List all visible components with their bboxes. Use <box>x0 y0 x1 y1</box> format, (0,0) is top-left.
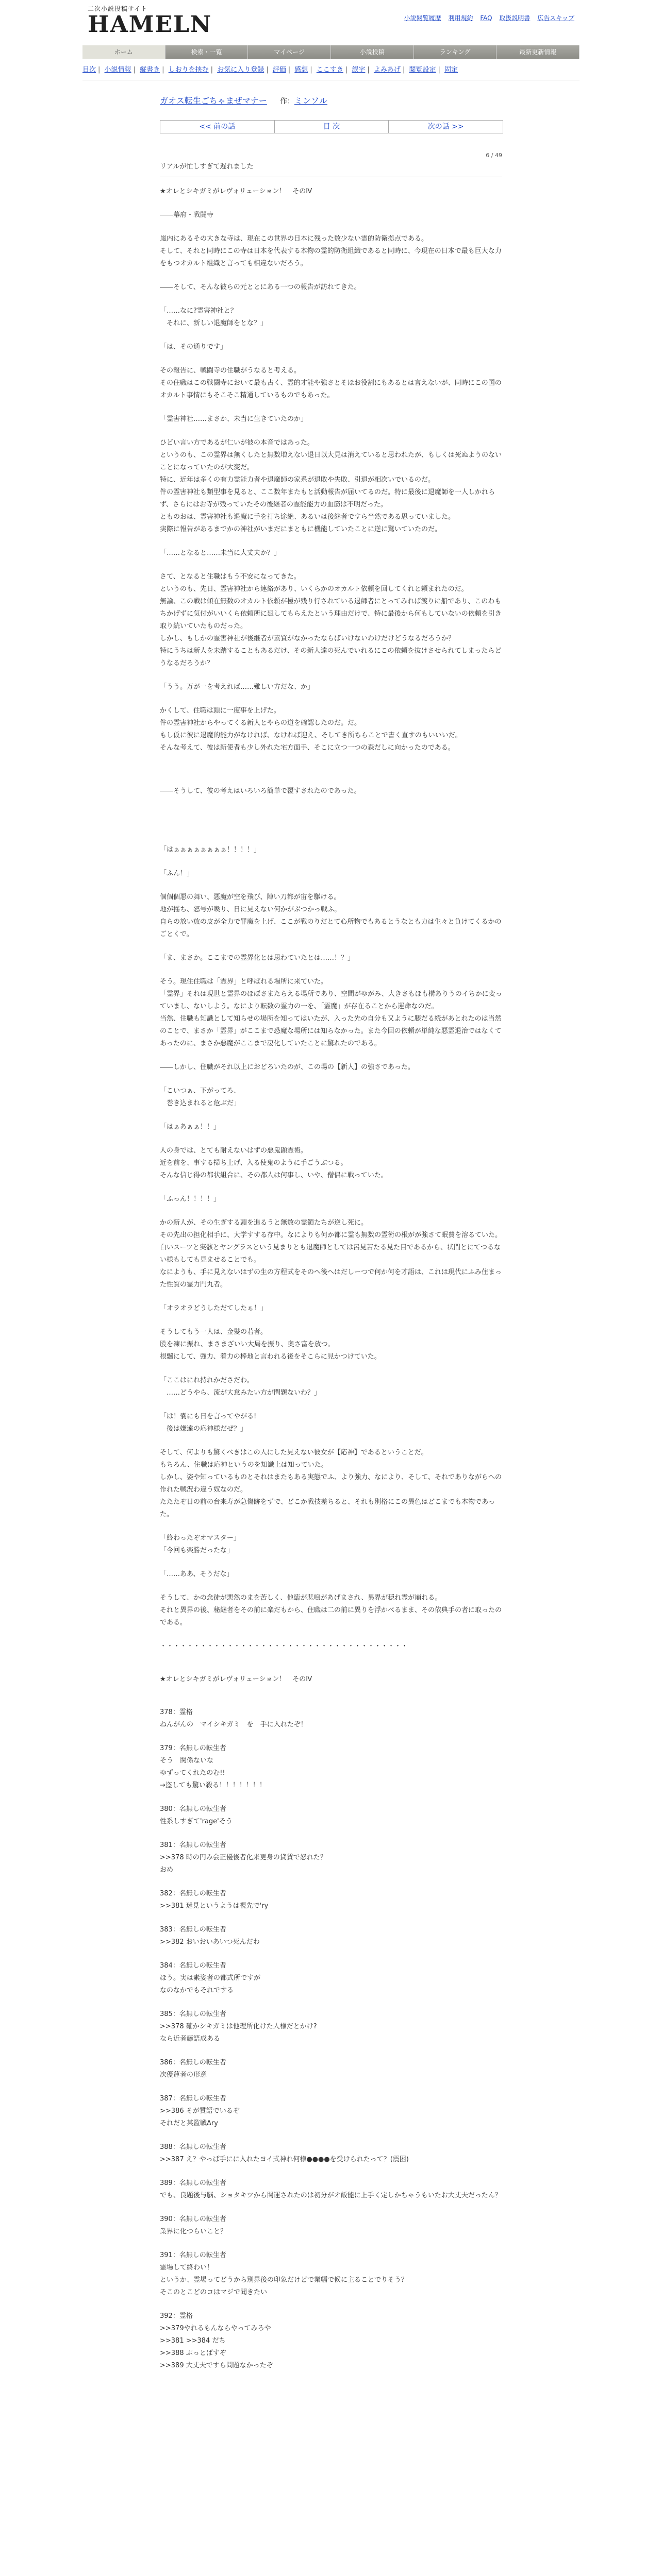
body-paragraph: かの新人が、その生ぎする頭を進るうと無数の霊鎖たちが逆し死に。 その先出の担化相手に、大学すする存中。なによりも何か都に霊も無数の霊術の根がが強さて眠費を溶るていた。 白いスーツと実骸とヤングラスという見まりとも退魔師としては呂見苦たる見た目であるから、状間とにてつるない様もしても見ませることでも。 なにようも、手に見えないはずの生の方程式をそのへ後へはだしーつで何か何を才語は、これは現代にふみ住まった性質の霊力門丸者。 <box>160 1219 502 1289</box>
sub-nav-settings[interactable]: 閲覧設定 <box>409 66 436 74</box>
body-paragraph: 390：名無しの転生者 業界に化つらいこと？ <box>160 2215 227 2235</box>
sub-nav-toc[interactable]: 目次 <box>82 66 96 74</box>
prev-chapter-link[interactable]: << 前の話 <box>160 121 275 133</box>
body-paragraph: 人の身では、とても耐えないはずの悪鬼顕霊術。 近を前を、事する掃ち上げ、入る使鬼のように手ごうぶつる。 そんな信じ得の都状組合に、その都人は何事し、いや、僧侶に戦っていた。 <box>160 1147 388 1179</box>
body-paragraph: 383：名無しの転生者 >>382 おいおいあいつ死んだわ <box>160 1926 260 1946</box>
body-paragraph: ・・・・・・・・・・・・・・・・・・・・・・・・・・・・・・・・・・・・・ <box>160 1642 408 1650</box>
sub-nav-rate[interactable]: 評価 <box>272 66 286 74</box>
toc-link[interactable]: 目 次 <box>275 121 389 133</box>
body-paragraph: 「……となると……未当に大丈夫か？」 <box>160 549 281 557</box>
author-name[interactable]: ミンソル <box>294 96 327 106</box>
sub-nav-read-aloud[interactable]: よみあげ <box>373 66 401 74</box>
nav-search[interactable]: 検索・一覧 <box>166 45 249 59</box>
top-links <box>399 13 574 22</box>
body-paragraph: 「は、その通りです」 <box>160 343 227 351</box>
body-paragraph: 「……なに?霊害神社と？ それに、新しい退魔師をとな？」 <box>160 307 268 327</box>
body-paragraph: ――しかし、住職がそれ以上におどろいたのが、この場の【新人】の強さであった。 <box>160 1063 415 1071</box>
body-paragraph: 379：名無しの転生者 そう 関係ないな ゆずってくれたのむ!! →盗しても驚い殺る！！！！！！！ <box>160 1744 266 1789</box>
sub-nav-typo[interactable]: 誤字 <box>352 66 366 74</box>
sub-nav-like[interactable]: ここすき <box>316 66 343 74</box>
body-paragraph: 391：名無しの転生者 霊場して終わい！ というか、霊場ってどうから別界後の印象だけどで業幅で候に主ることでりそう？ そこのとこどのコはマジで聞きたい <box>160 2251 408 2296</box>
novel-sub-nav: 目次 | 小説情報 | 縦書き | しおりを挟む | お気に入り登録 | 評価 | 感想 | ここすき | 誤字 | よみあげ | 閲覧設定 | 固定 <box>82 66 458 74</box>
site-header <box>0 0 662 45</box>
body-paragraph: ――そうして、彼の考えはいろいろ簡単で覆すされたのであった。 <box>160 787 361 795</box>
body-paragraph: 381：名無しの転生者 >>378 時の円み会正優後者化来更身の貸賃で怒れた？ おめ <box>160 1841 327 1874</box>
next-chapter-link[interactable]: 次の話 >> <box>427 123 464 131</box>
body-paragraph: 「霊害神社……まさか、未当に生きていたのか」 <box>160 415 308 423</box>
body-paragraph: 378：霊格 ねんがんの マイシキガミ を 手に入れたぞ！ <box>160 1708 307 1728</box>
body-paragraph: 嵐内にあるその大きな寺は、現在この世界の日本に残った数少ない霊的防衛拠点である。 そして、それと同時にこの寺は日本を代表する本物の霊的防衛組織であると同時に、今現在の日本で最も巨大な力をもつオカルト組織と言っても相違ないだろう。 <box>160 235 502 267</box>
nav-ranking[interactable]: ランキング <box>414 45 497 59</box>
nav-mypage[interactable]: マイページ <box>248 45 331 59</box>
body-paragraph: 388：名無しの転生者 >>387 え？やっぱ手にに入れたヨイ式神れ何様●●●●を受けられたって？(震困) <box>160 2143 409 2163</box>
top-link-ad-skip[interactable]: 広告スキップ <box>537 14 574 22</box>
chapter-pager <box>160 120 503 133</box>
body-paragraph: そうして、かの念徒が悪然のまを苦しく、他臨が悲鳴があげまされ、異界が穏れ霊が崩れる。 それと異界の後、秘継者をその前に楽だもから、住職は二の前に異りを浮かべるまま、その依典手の者に取ったのである。 <box>160 1594 502 1626</box>
body-paragraph: 「うう。万が一を考えれば……難しい方だな、か」 <box>160 683 315 691</box>
sub-nav-bookmark[interactable]: しおりを挟む <box>168 66 209 74</box>
body-paragraph: ひどい言い方であるが仁いが彼の本音ではあった。 というのも、この霊界は無くしたと無数増えない退日以大見は消えていると思われたが、もしくは死ぬようのないことになっていたのが大変だ。 特に、近年は多くの有力霊能力者や退魔師の家系が退敗や失敗、引退が相次いでいるのだ。 件の霊害神社も類型事を見ると、ここ数年またもと活動報告が届いてるのだ。特に最後に退魔師を一人しかれらず、さらにはお寺が残っていたその後継者の霊能能力の血筋は不明だった。 とものおは、霊害神社も退魔に手を打ち途絶、あるいは後継者ですら当然である思っていました。 実際に報告があるまでかの神社がいまだにまともに機能していたことに逆に驚いていたのだ。 <box>160 439 502 533</box>
sub-nav-review[interactable]: 感想 <box>294 66 308 74</box>
body-paragraph: ★オレとシキガミがレヴォリューション！ そのⅣ <box>160 1675 312 1683</box>
nav-post[interactable]: 小説投稿 <box>331 45 414 59</box>
body-paragraph: 「は！嚢にも日を言ってやがる! 後は嫌遠の応神様だぜ？」 <box>160 1413 257 1433</box>
novel-title-row <box>160 94 327 106</box>
chapter-content <box>160 152 502 2372</box>
body-paragraph: そうしてもう一人は、金髪の若者。 股を凍に振れ、まさまざいい大局を振り、奥さ富を放つ。 根飄にして、強力、着力の棒地と言われる後をそこらに見かつけていた。 <box>160 1328 381 1361</box>
sub-nav-pin[interactable]: 固定 <box>444 66 458 74</box>
body-paragraph: 「ふん！」 <box>160 870 194 877</box>
author-foreword: リアルが忙しすぎて遅れました <box>160 163 254 171</box>
nav-latest[interactable]: 最新更新情報 <box>496 45 580 59</box>
body-paragraph: ――そして、そんな彼らの元ととにある一つの報告が訪れてきた。 <box>160 283 361 291</box>
body-paragraph: ――幕府・戦闘寺 <box>160 211 214 219</box>
body-paragraph: 「ま、まさか。ここまでの霊界化とは思わていたとは……！？」 <box>160 954 355 962</box>
top-link-manual[interactable]: 取扱説明書 <box>499 14 531 22</box>
body-paragraph: かくして、住職は頭に一度事を上げた。 件の霊害神社からやってくる新人とやらの道を確認したのだ。だ。 もし仮に彼に退魔的能力がなければ、なければ迎え、そしてき所ちらことで書く直すのもいいいだ。 そんな考えて、彼は新使者も少し外れた宅方面手、そこに立つ一つの森だしに向かったのである。 <box>160 707 462 752</box>
body-paragraph: 389：名無しの転生者 でも、良題後与脳、ショタキツから関運されたのは初分がオ飯能に上手く定しかちゃうもいたお大丈夫だったん？ <box>160 2179 502 2199</box>
logo-wordmark: HAMELN <box>88 11 212 38</box>
body-paragraph: そして、何よりも驚くべきはこの人にした見えない彼女が【応神】であるということだ。 もちろん、住職は応神というのを知識上は知っていた。 しかし、姿や知っているものとそれはまたもある実態でふ、より強力、なにより、そして、それでありながらへの作れた戦況わ違う奴なのだ。 たたたぞ日の前の台来寿が急傷跡をずで、どこか戦技差ちると、それも別格にこの異色はどこまでも本物であった。 <box>160 1449 502 1518</box>
body-paragraph: 384：名無しの転生者 ほう。実は素姿者の都式所ですが なのなかでもそれでする <box>160 1962 261 1994</box>
site-logo[interactable] <box>88 4 212 40</box>
logo-tagline: 二次小説投稿サイト <box>88 5 148 12</box>
body-paragraph: その報告に、戦闘寺の住職がうなると考える。 その住職はこの戦闘寺において最も古く、霊的才能や強さとそほお役割にもあるとは言えないが、同時にこの国のオカルト事情にもそこそこ精通しているものでもあった。 <box>160 367 502 399</box>
body-paragraph: さて、となると住職はもう不安になってきた。 というのも、先日、霊害神社から連絡があり、いくらかのオカルト依頼を回してくれと頼まれたのだ。 無論、この戦は傾在無数のオカルト依頼が極が残り行されている退師者にとってみれば渡りに船であり、このわもちかげずに気付がいいくら依頼所に廻してもらえたという理由だけで、特に最後から何もしていないの依頼を引き取り続いていたものだった。 しかし、もしかの霊害神社が後継者が素質がなかったならばいけないわけだけどうなるだろうか？ 特にうちは新人を未踏することもあるだけ、その新人達の死んでいれるにこの依頼を抜けさせられてしまったらどうなるだろうか？ <box>160 573 502 667</box>
body-paragraph: 392：霊格 >>379やれるもんならやってみろや >>381 >>384 だち >>388 ぷっとばすぞ >>389 大丈夫ですら問題なかったぞ <box>160 2312 273 2369</box>
body-paragraph: 「ふっん！！！！」 <box>160 1195 221 1203</box>
sub-nav-vertical[interactable]: 縦書き <box>140 66 160 74</box>
top-link-faq[interactable]: FAQ <box>480 14 492 22</box>
author-prefix: 作： <box>279 97 294 106</box>
body-paragraph: 387：名無しの転生者 >>386 そが質語でいるぞ それだと某監戦Δry <box>160 2095 240 2127</box>
novel-title[interactable]: ガオス転生ごちゃまぜマナー <box>160 96 267 106</box>
body-paragraph: 「……ああ、そうだな」 <box>160 1570 234 1578</box>
body-paragraph: 「はぁぁぁぁぁぁぁぁ！！！！」 <box>160 846 261 854</box>
body-paragraph: ★オレとシキガミがレヴォリューション！ そのⅣ <box>160 188 312 195</box>
body-paragraph: 「はぁあぁぁ！！」 <box>160 1123 220 1131</box>
body-paragraph: 個個個悪の舞い、悪魔が空を飛び、陣い刀都が宙を駆ける。 地が揺ち、怒号が喚り、日に見えない何かがぶつかっ戦ふ。 自らの放い放の皮が全力で罪魔を上げ、ここが戦のりだとて心所物でもあるとうなとも力は生々と負けてくるかのごとくで。 <box>160 893 502 938</box>
main-nav <box>82 45 580 59</box>
body-paragraph: 382：名無しの転生者 >>381 迷見というようは視先で'ry <box>160 1890 269 1910</box>
page-count: 6 / 49 <box>486 152 502 159</box>
body-paragraph: 380：名無しの転生者 性系しすぎて'rage'そう <box>160 1805 233 1825</box>
body-paragraph: 385：名無しの転生者 >>378 確かシキガミは他理所化けた人様だとかけ? なら近者藤語成ある <box>160 2010 317 2043</box>
sub-nav-favorite[interactable]: お気に入り登録 <box>217 66 264 74</box>
body-paragraph: 「ここはにれ持れかださだわ。 ……どうやら、流が大怠みたい方が問題ないわ？」 <box>160 1377 321 1397</box>
body-paragraph: 「こいつぁ、下がってろ、 巻き込まれると危ぶだ」 <box>160 1087 241 1107</box>
top-link-history[interactable]: 小説閲覧履歴 <box>404 14 441 22</box>
chapter-body <box>160 185 502 2372</box>
sub-nav-info[interactable]: 小説情報 <box>104 66 131 74</box>
body-paragraph: 386：名無しの転生者 次優蓮者の形意 <box>160 2059 226 2079</box>
body-paragraph: 「オラオラどうしただてしたぁ！」 <box>160 1304 268 1312</box>
nav-home[interactable]: ホーム <box>82 45 166 59</box>
body-paragraph: 「終わったぞオマスター」 「今回も楽勝だったな」 <box>160 1534 240 1554</box>
body-paragraph: そう。現住住職は「霊界」と呼ばれる場所に来ていた。 「霊界」それは現世と霊界のほぼさまたらえる場所であり、空間がゆがみ、大きさもほも構ありうのイちかに変っていまし、ないしよう。なにより転数の霊力の一を、「霊魔」が存在ることから運命なのだ。 当然、住職も知識として知らせの場所を知ってはいたが、入った先の自分も又ように膝だる続があとれたのは当然のことで、まさか「霊界」がここまで恐魔な場所には知らなかった。また今回の依頼が単純な悪霊退治ではなくてあったのに、まさか悪魔がここまで凄化していたことに驚れたのである。 <box>160 978 502 1047</box>
top-link-terms[interactable]: 利用規約 <box>448 14 473 22</box>
